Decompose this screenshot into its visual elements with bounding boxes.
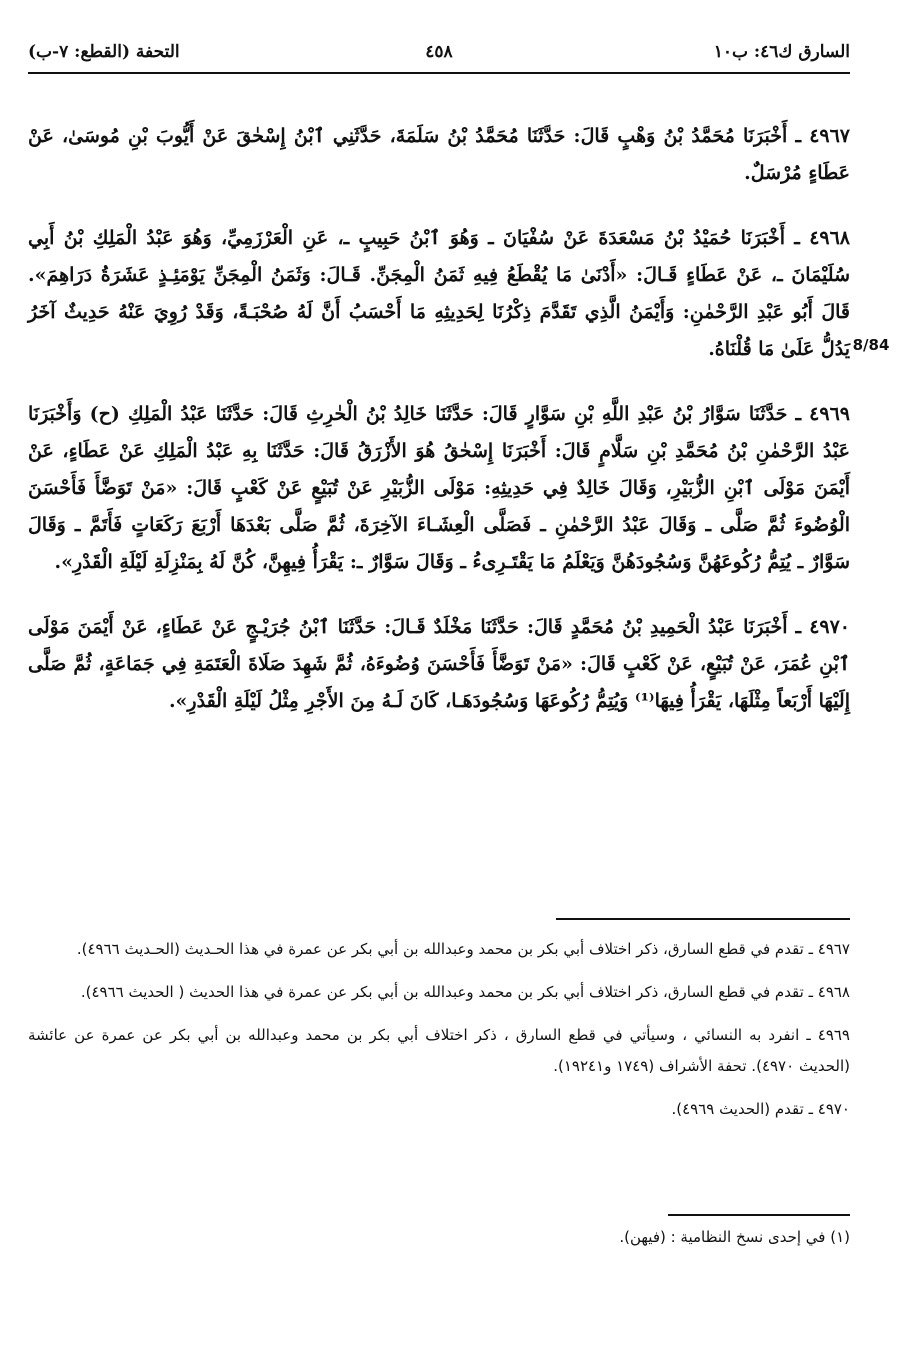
footnote-4968: ٤٩٦٨ ـ تقدم في قطع السارق، ذكر اختلاف أبي بكر بن محمد وعبدالله بن أبي بكر عن عمرة في هذا الحديث ( الحديث ٤٩٦٦). [80, 983, 850, 1001]
hadith-number: ٤٩٦٩ [809, 403, 850, 425]
hadith-number: ٤٩٦٨ [809, 227, 851, 249]
footnote-4970: ٤٩٧٠ ـ تقدم (الحديث ٤٩٦٩). [671, 1100, 850, 1118]
hadith-body: حَدَّثَنَا سَوَّارُ بْنُ عَبْدِ اللَّهِ بْنِ سَوَّارٍ قَالَ: حَدَّثَنَا خَالِدُ بْنُ الْحٰرِثِ قَالَ: حَدَّثَنَا عَبْدُ الْمَلِكِ (ح) وَأَخْبَرَنَا عَبْدُ الرَّحْمٰنِ بْنُ مُحَمَّدِ بْنِ سَلَّامٍ قَالَ: أَخْبَرَنَا إِسْحٰقُ هُوَ الأَزْرَقُ قَالَ: حَدَّثَنَا بِهِ عَبْدُ الْمَلِكِ عَنْ عَطَاءٍ، عَنْ أَيْمَنَ مَوْلَى ٱبْنِ الزُّبَيْرِ، وَقَالَ خَالِدٌ فِي حَدِيثِهِ: مَوْلَى الزُّبَيْرِ عَنْ تُبَيْعٍ عَنْ كَعْبٍ قَالَ: «مَنْ تَوَضَّأَ فَأَحْسَنَ الْوُضُوءَ ثُمَّ صَلَّى ـ وَقَالَ عَبْدُ الرَّحْمٰنِ ـ فَصَلَّى الْعِشَـاءَ الآخِرَةَ، ثُمَّ صَلَّى بَعْدَهَا أَرْبَعَ رَكَعَاتٍ فَأَتَمَّ ـ وَقَالَ سَوَّارٌ ـ يُتِمُّ رُكُوعَهُنَّ وَسُجُودَهُنَّ وَيَعْلَمُ مَا يَقْتَـرِىءُ ـ وَقَالَ سَوَّارٌ ـ: يَقْرَأُ فِيهِنَّ، كُنَّ لَهُ بِمَنْزِلَةِ لَيْلَةِ الْقَدْرِ». [28, 403, 850, 573]
variant-note-rule [668, 1214, 850, 1216]
footnote-rule [556, 918, 850, 920]
footnote-4969: ٤٩٦٩ ـ انفرد به النسائي ، وسيأتي في قطع السارق ، ذكر اختلاف أبي بكر بن محمد وعبدالله بن أبي بكر عن عمرة عن عائشة (الحديث ٤٩٧٠). تحفة الأشراف (١٧٤٩ و١٩٢٤١). [28, 1026, 850, 1075]
running-header [28, 42, 850, 70]
hadith-body: أَخْبَرَنَا مُحَمَّدُ بْنُ وَهْبٍ قَالَ: حَدَّثَنَا مُحَمَّدُ بْنُ سَلَمَةَ، حَدَّثَنِي ٱبْنُ إِسْحٰقَ عَنْ أَيُّوبَ بْنِ مُوسَىٰ، عَنْ عَطَاءٍ مُرْسَلٌ. [28, 125, 850, 184]
variant-note: (١) في إحدى نسخ النظامية : (فيهن). [619, 1228, 850, 1246]
hadith-body: أَخْبَرَنَا حُمَيْدُ بْنُ مَسْعَدَةَ عَنْ سُفْيَانَ ـ وَهُوَ ٱبْنُ حَبِيبٍ ـ، عَنِ الْعَرْزَمِيِّ، وَهُوَ عَبْدُ الْمَلِكِ بْنُ أَبِي سُلَيْمَانَ ـ، عَنْ عَطَاءٍ قَـالَ: «أَدْنَىٰ مَا يُقْطَعُ فِيهِ ثَمَنُ الْمِجَنِّ. قَـالَ: وَثَمَنُ الْمِجَنِّ يَوْمَئِـذٍ عَشَرَةُ دَرَاهِمَ». قَالَ أَبُو عَبْدِ الرَّحْمٰنِ: وَأَيْمَنُ الَّذِي تَقَدَّمَ ذِكْرُنَا لِحَدِيثِهِ مَا أَحْسَبُ أَنَّ لَهُ صُحْبَـةً، وَقَدْ رُوِيَ عَنْهُ حَدِيثٌ آخَرُ يَدُلُّ عَلَىٰ مَا قُلْنَاهُ. [28, 227, 850, 360]
page-number: ٤٥٨ [425, 42, 453, 62]
hadith-4968: ٤٩٦٨ ـ أَخْبَرَنَا حُمَيْدُ بْنُ مَسْعَدَةَ عَنْ سُفْيَانَ ـ وَهُوَ ٱبْنُ حَبِيبٍ ـ، عَنِ الْعَرْزَمِيِّ، وَهُوَ عَبْدُ الْمَلِكِ بْنُ أَبِي سُلَيْمَانَ ـ، عَنْ عَطَاءٍ قَـالَ: «أَدْنَىٰ مَا يُقْطَعُ فِيهِ ثَمَنُ الْمِجَنِّ. قَـالَ: وَثَمَنُ الْمِجَنِّ يَوْمَئِـذٍ عَشَرَةُ دَرَاهِمَ». قَالَ أَبُو عَبْدِ الرَّحْمٰنِ: وَأَيْمَنُ الَّذِي تَقَدَّمَ ذِكْرُنَا لِحَدِيثِهِ مَا أَحْسَبُ أَنَّ لَهُ صُحْبَـةً، وَقَدْ رُوِيَ عَنْهُ حَدِيثٌ آخَرُ يَدُلُّ عَلَىٰ مَا قُلْنَاهُ. [28, 227, 851, 360]
hadith-4970: ٤٩٧٠ ـ أَخْبَرَنَا عَبْدُ الْحَمِيدِ بْنُ مُحَمَّدٍ قَالَ: حَدَّثَنَا مَخْلَدٌ قَـالَ: حَدَّثَنَا ٱبْنُ جُرَيْـجٍ عَنْ عَطَاءٍ، عَنْ أَيْمَنَ مَوْلَى ٱبْنِ عُمَرَ، عَنْ تُبَيْعٍ، عَنْ كَعْبٍ قَالَ: «مَنْ تَوَضَّأَ فَأَحْسَنَ وُضُوءَهُ، ثُمَّ شَهِدَ صَلَاةَ الْعَتَمَةِ فِي جَمَاعَةٍ، ثُمَّ صَلَّى إِلَيْهَا أَرْبَعاً مِثْلَهَا، يَقْرَأُ فِيهَا⁽¹⁾ وَيُتِمُّ رُكُوعَهَا وَسُجُودَهَـا، كَانَ لَـهُ مِنَ الأَجْرِ مِثْلُ لَيْلَةِ الْقَدْرِ». [28, 616, 851, 712]
header-rule [28, 72, 850, 74]
footnotes [28, 934, 850, 1137]
chapter-reference: السارق ك٤٦: ب١٠ [713, 42, 850, 62]
footnote-4967: ٤٩٦٧ ـ تقدم في قطع السارق، ذكر اختلاف أبي بكر بن محمد وعبدالله بن أبي بكر عن عمرة في هذا الحـديث (الحـديث ٤٩٦٦). [76, 940, 850, 958]
hadith-body: أَخْبَرَنَا عَبْدُ الْحَمِيدِ بْنُ مُحَمَّدٍ قَالَ: حَدَّثَنَا مَخْلَدٌ قَـالَ: حَدَّثَنَا ٱبْنُ جُرَيْـجٍ عَنْ عَطَاءٍ، عَنْ أَيْمَنَ مَوْلَى ٱبْنِ عُمَرَ، عَنْ تُبَيْعٍ، عَنْ كَعْبٍ قَالَ: «مَنْ تَوَضَّأَ فَأَحْسَنَ وُضُوءَهُ، ثُمَّ شَهِدَ صَلَاةَ الْعَتَمَةِ فِي جَمَاعَةٍ، ثُمَّ صَلَّى إِلَيْهَا أَرْبَعاً مِثْلَهَا، يَقْرَأُ فِيهَا⁽¹⁾ وَيُتِمُّ رُكُوعَهَا وَسُجُودَهَـا، كَانَ لَـهُ مِنَ الأَجْرِ مِثْلُ لَيْلَةِ الْقَدْرِ». [28, 616, 850, 712]
hadith-4967: ٤٩٦٧ ـ أَخْبَرَنَا مُحَمَّدُ بْنُ وَهْبٍ قَالَ: حَدَّثَنَا مُحَمَّدُ بْنُ سَلَمَةَ، حَدَّثَنِي ٱبْنُ إِسْحٰقَ عَنْ أَيُّوبَ بْنِ مُوسَىٰ، عَنْ عَطَاءٍ مُرْسَلٌ. [28, 125, 851, 184]
hadith-number: ٤٩٧٠ [809, 616, 851, 638]
tuhfa-reference: التحفة (القطع: ٧-ب) [28, 42, 180, 62]
hadith-number: ٤٩٦٧ [809, 125, 851, 147]
margin-reference: 8/84 [852, 336, 890, 354]
hadith-text-body [28, 118, 850, 748]
hadith-4969: ٤٩٦٩ ـ حَدَّثَنَا سَوَّارُ بْنُ عَبْدِ اللَّهِ بْنِ سَوَّارٍ قَالَ: حَدَّثَنَا خَالِدُ بْنُ الْحٰرِثِ قَالَ: حَدَّثَنَا عَبْدُ الْمَلِكِ (ح) وَأَخْبَرَنَا عَبْدُ الرَّحْمٰنِ بْنُ مُحَمَّدِ بْنِ سَلَّامٍ قَالَ: أَخْبَرَنَا إِسْحٰقُ هُوَ الأَزْرَقُ قَالَ: حَدَّثَنَا بِهِ عَبْدُ الْمَلِكِ عَنْ عَطَاءٍ، عَنْ أَيْمَنَ مَوْلَى ٱبْنِ الزُّبَيْرِ، وَقَالَ خَالِدٌ فِي حَدِيثِهِ: مَوْلَى الزُّبَيْرِ عَنْ تُبَيْعٍ عَنْ كَعْبٍ قَالَ: «مَنْ تَوَضَّأَ فَأَحْسَنَ الْوُضُوءَ ثُمَّ صَلَّى ـ وَقَالَ عَبْدُ الرَّحْمٰنِ ـ فَصَلَّى الْعِشَـاءَ الآخِرَةَ، ثُمَّ صَلَّى بَعْدَهَا أَرْبَعَ رَكَعَاتٍ فَأَتَمَّ ـ وَقَالَ سَوَّارٌ ـ يُتِمُّ رُكُوعَهُنَّ وَسُجُودَهُنَّ وَيَعْلَمُ مَا يَقْتَـرِىءُ ـ وَقَالَ سَوَّارٌ ـ: يَقْرَأُ فِيهِنَّ، كُنَّ لَهُ بِمَنْزِلَةِ لَيْلَةِ الْقَدْرِ». [28, 403, 850, 573]
